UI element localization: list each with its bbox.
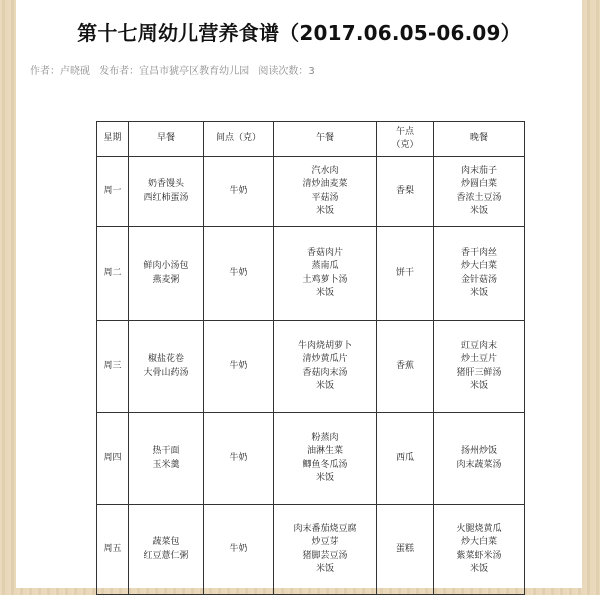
- menu-table: [96, 121, 525, 595]
- dish-item: 蔬菜包: [152, 537, 180, 547]
- dish-item: 粉蒸肉: [311, 432, 339, 443]
- dish-item: 油淋生菜: [306, 446, 343, 456]
- dish-item: 西红柿蛋汤: [143, 192, 189, 203]
- dish-item: 米饭: [469, 288, 488, 298]
- dinner-cell: [434, 157, 525, 227]
- day-cell: 周五: [97, 505, 129, 595]
- page-title: 第十七周幼儿营养食谱（2017.06.05-06.09）: [77, 21, 521, 45]
- dish-item: 清炒油麦菜: [302, 179, 348, 189]
- header-breakfast: 早餐: [129, 122, 204, 157]
- dish-item: 金针菇汤: [460, 274, 497, 285]
- dish-item: 鲫鱼冬瓜汤: [302, 459, 348, 470]
- afternoon-snack-cell: 香蕉: [377, 321, 434, 413]
- dish-item: 豇豆肉末: [460, 340, 497, 351]
- dish-item: 米饭: [315, 381, 334, 391]
- dish-item: 热干面: [152, 446, 180, 456]
- breakfast-cell: [129, 321, 204, 413]
- table-row: [97, 413, 525, 505]
- breakfast-cell: [129, 505, 204, 595]
- breakfast-cell: [129, 157, 204, 227]
- dish-item: 蒸南瓜: [311, 261, 339, 271]
- dish-item: 红豆薏仁粥: [143, 550, 189, 561]
- lunch-cell: [274, 413, 377, 505]
- header-morning-snack: 间点（克）: [204, 122, 274, 157]
- dish-item: 火腿烧黄瓜: [456, 523, 502, 534]
- dinner-cell: [434, 321, 525, 413]
- dish-item: 炒大白菜: [460, 537, 497, 547]
- morning-snack-cell: 牛奶: [204, 157, 274, 227]
- table-row: [97, 505, 525, 595]
- dish-item: 炒土豆片: [460, 354, 497, 364]
- dish-item: 猪脚芸豆汤: [302, 550, 348, 561]
- view-count: 阅读次数：3: [258, 66, 315, 77]
- dish-item: 米饭: [315, 288, 334, 298]
- table-header-row: [97, 122, 525, 157]
- morning-snack-cell: 牛奶: [204, 413, 274, 505]
- dish-item: 米饭: [469, 206, 488, 216]
- afternoon-snack-cell: 香梨: [377, 157, 434, 227]
- day-cell: 周四: [97, 413, 129, 505]
- table-row: [97, 321, 525, 413]
- publisher-text: 发布者：宜昌市猇亭区教育幼儿园: [99, 66, 250, 77]
- dish-item: 汽水肉: [311, 165, 339, 176]
- dinner-cell: [434, 413, 525, 505]
- day-cell: 周三: [97, 321, 129, 413]
- dish-item: 米饭: [469, 381, 488, 391]
- table-row: [97, 157, 525, 227]
- header-dinner: 晚餐: [434, 122, 525, 157]
- afternoon-snack-cell: 西瓜: [377, 413, 434, 505]
- dish-item: 鲜肉小汤包: [143, 261, 189, 271]
- dish-item: 肉末蔬菜汤: [456, 459, 502, 470]
- dish-item: 燕麦粥: [152, 274, 180, 285]
- dish-item: 大骨山药汤: [143, 367, 189, 378]
- day-cell: 周二: [97, 227, 129, 321]
- dinner-cell: [434, 505, 525, 595]
- dish-item: 清炒黄瓜片: [302, 354, 348, 364]
- dish-item: 香干肉丝: [460, 247, 497, 258]
- dish-item: 香菇肉末汤: [302, 367, 348, 378]
- dish-item: 牛肉烧胡萝卜: [297, 340, 352, 351]
- dish-item: 炒大白菜: [460, 261, 497, 271]
- morning-snack-cell: 牛奶: [204, 321, 274, 413]
- dish-item: 米饭: [315, 473, 334, 483]
- article-page: [16, 0, 582, 588]
- dish-item: 玉米羹: [152, 459, 180, 470]
- dish-item: 香浓土豆汤: [456, 192, 502, 203]
- morning-snack-cell: 牛奶: [204, 505, 274, 595]
- dish-item: 炒圆白菜: [460, 179, 497, 189]
- header-day: 星期: [97, 122, 129, 157]
- breakfast-cell: [129, 227, 204, 321]
- lunch-cell: [274, 227, 377, 321]
- dish-item: 平菇汤: [311, 192, 339, 203]
- article-meta: [30, 62, 321, 77]
- lunch-cell: [274, 157, 377, 227]
- dish-item: 香菇肉片: [306, 247, 343, 258]
- lunch-cell: [274, 321, 377, 413]
- author-text: 作者：卢晓砚: [30, 66, 90, 77]
- dish-item: 猪肝三鲜汤: [456, 367, 502, 378]
- dish-item: 米饭: [315, 564, 334, 574]
- header-lunch: 午餐: [274, 122, 377, 157]
- afternoon-snack-cell: 蛋糕: [377, 505, 434, 595]
- dish-item: 紫菜虾米汤: [456, 550, 502, 561]
- lunch-cell: [274, 505, 377, 595]
- dish-item: 扬州炒饭: [460, 446, 497, 456]
- dish-item: 土鸡萝卜汤: [302, 274, 348, 285]
- dish-item: 炒豆芽: [311, 537, 339, 547]
- day-cell: 周一: [97, 157, 129, 227]
- header-afternoon-snack: 午点 （克）: [377, 122, 434, 157]
- dish-item: 米饭: [315, 206, 334, 216]
- dish-item: 肉末番茄烧豆腐: [293, 523, 357, 534]
- dinner-cell: [434, 227, 525, 321]
- morning-snack-cell: 牛奶: [204, 227, 274, 321]
- dish-item: 奶香馒头: [147, 179, 184, 189]
- afternoon-snack-cell: 饼干: [377, 227, 434, 321]
- dish-item: 米饭: [469, 564, 488, 574]
- table-row: [97, 227, 525, 321]
- dish-item: 椒盐花卷: [147, 354, 184, 364]
- breakfast-cell: [129, 413, 204, 505]
- dish-item: 肉末茄子: [460, 165, 497, 176]
